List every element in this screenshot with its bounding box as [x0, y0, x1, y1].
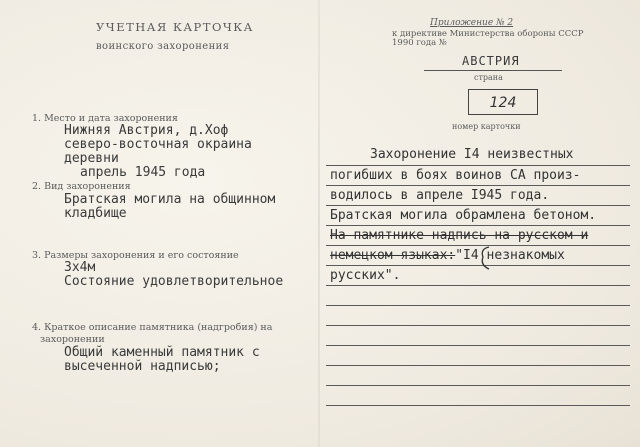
section-4-label-cont: захоронении [40, 334, 105, 345]
ruled-line [326, 305, 630, 306]
ruled-line [326, 205, 630, 206]
description-struck-part: немецком языках: [330, 248, 456, 263]
section-3-line: Состояние удовлетворительное [64, 274, 284, 289]
country-underline [424, 70, 562, 71]
ruled-line [326, 405, 630, 406]
section-1-line: северо-восточная окраина [64, 137, 252, 152]
handwritten-bracket-mark [478, 245, 492, 271]
appendix-line-1: к директиве Министерства обороны СССР [392, 29, 584, 39]
section-3-line: 3х4м [64, 260, 96, 275]
ruled-line [326, 345, 630, 346]
ruled-line [326, 325, 630, 326]
section-2-line: Братская могила на общинном [64, 192, 276, 207]
section-4-line: высеченной надписью; [64, 359, 221, 374]
section-1-line: апрель 1945 года [80, 165, 206, 180]
section-4-line: Общий каменный памятник с [64, 345, 260, 360]
card-subtitle: воинского захоронения [96, 41, 230, 52]
section-1-line: Нижняя Австрия, д.Хоф [64, 123, 229, 138]
section-2-label: 2. Вид захоронения [32, 181, 131, 192]
description-line [330, 249, 565, 263]
country-label: страна [474, 73, 503, 82]
country-value: АВСТРИЯ [462, 54, 520, 68]
appendix-line-2: 1990 года № [392, 38, 447, 48]
card-number-label: номер карточки [452, 122, 521, 131]
card-title: УЧЕТНАЯ КАРТОЧКА [96, 20, 254, 34]
ruled-line [326, 385, 630, 386]
section-2-line: кладбище [64, 206, 127, 221]
ruled-line [326, 165, 630, 166]
ruled-line [326, 185, 630, 186]
section-1-label: 1. Место и дата захоронения [32, 113, 178, 124]
ruled-line [326, 225, 630, 226]
appendix-label: Приложение № 2 [430, 18, 514, 28]
section-4-label: 4. Краткое описание памятника (надгробия) на [32, 322, 273, 333]
description-quote-start: "I4 незнакомых [455, 248, 565, 263]
description-line: Братская могила обрамлена бетоном. [330, 208, 597, 223]
section-3-label: 3. Размеры захоронения и его состояние [32, 250, 239, 261]
description-line-struck: На памятнике надпись на русском и [330, 228, 589, 243]
section-1-line: деревни [64, 151, 119, 166]
ruled-line [326, 365, 630, 366]
card-number-box [468, 89, 538, 115]
description-line: погибших в боях воинов СА произ- [330, 168, 581, 183]
description-line: водилось в апреле I945 года. [330, 188, 550, 203]
description-line: Захоронение I4 неизвестных [370, 147, 574, 162]
card-number-value: 124 [489, 95, 517, 111]
card-fold [318, 0, 320, 447]
ruled-line [326, 285, 630, 286]
description-line: русских". [330, 268, 401, 283]
